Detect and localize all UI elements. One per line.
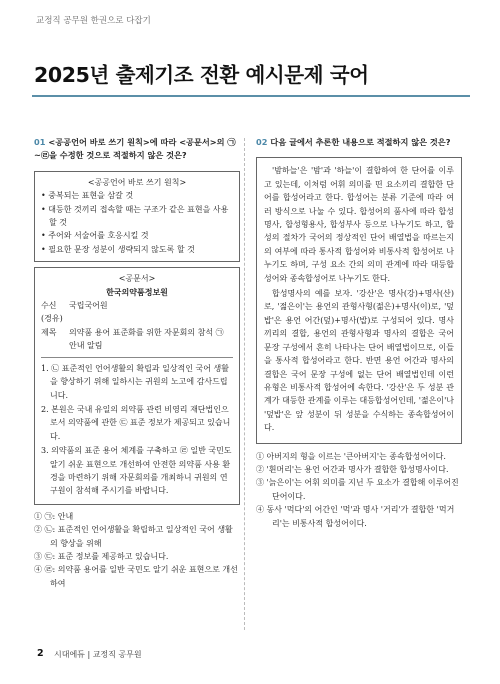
via-label: (경유) bbox=[41, 314, 63, 324]
principles-box bbox=[34, 171, 240, 262]
document-paragraph: 3. 의약품의 표준 용어 체계를 구축하고 ㉣ 일반 국민도 알기 쉬운 표현으로 개선하여 안전한 의약품 사용 환경을 마련하기 위해 자문회의를 개최하니 귀원의 연구원이 참석해 주시기를 바랍니다. bbox=[41, 446, 232, 496]
question-2-stem bbox=[256, 136, 462, 149]
answer-option[interactable]: ④ 동사 '먹다'의 어간인 '먹'과 명사 '거리'가 결합한 '먹거리'는 비통사적 합성어이다. bbox=[256, 505, 455, 528]
document-paragraph: 1. ㉡ 표준적인 언어생활의 확립과 일상적인 국어 생활을 향상하기 위해 일하시는 귀원의 노고에 감사드립니다. bbox=[41, 363, 229, 400]
document-via bbox=[41, 312, 233, 325]
question-2-options bbox=[256, 450, 462, 530]
answer-option[interactable]: ② ㉡: 표준적인 언어생활을 확립하고 일상적인 국어 생활의 향상을 위해 bbox=[34, 525, 233, 548]
page-number: 2 bbox=[37, 648, 44, 659]
answer-option[interactable]: ② '흰머리'는 용언 어간과 명사가 결합한 합성명사이다. bbox=[256, 464, 449, 474]
page-title: 2025년 출제기조 전환 예시문제 국어 bbox=[34, 63, 369, 87]
answer-option[interactable]: ① ㉠: 안내 bbox=[34, 511, 74, 521]
principle-item: • 중복되는 표현을 삼갈 것 bbox=[41, 191, 134, 201]
answer-option[interactable]: ① 아버지의 형을 이르는 '큰아버지'는 종속합성어이다. bbox=[256, 451, 446, 461]
recipient-value: 국립국어원 bbox=[69, 301, 108, 311]
principles-title: <공공언어 바로 쓰기 원칙> bbox=[87, 177, 187, 187]
question-1-options bbox=[34, 510, 240, 590]
document-recipient bbox=[41, 299, 233, 312]
title-rule bbox=[32, 95, 470, 97]
principle-item: • 주어와 서술어를 호응시킬 것 bbox=[41, 231, 149, 241]
column-divider bbox=[244, 138, 245, 630]
document-subject bbox=[41, 326, 233, 353]
document-separator bbox=[41, 357, 233, 358]
question-2-text: 다음 글에서 추론한 내용으로 적절하지 않은 것은? bbox=[270, 137, 451, 147]
document-title: <공문서> bbox=[118, 274, 156, 284]
answer-option[interactable]: ③ '늙은이'는 어휘 의미를 지닌 두 요소가 결합해 이루어진 단어이다. bbox=[256, 478, 459, 501]
passage-paragraph: '밤하늘'은 '밤'과 '하늘'이 결합하여 한 단어를 이루고 있는데, 이처럼 어휘 의미를 띤 요소끼리 결합한 단어를 합성어라고 한다. 합성어는 분류 기준에 따라 여러 방식으로 나눌 수 있다. 합성어의 품사에 따라 합성명사, 합성형용사, 합성부사 등으로 나누기도 하고, 합성의 절차가 국어의 정상적인 단어 배열법을 따르는지의 여부에 따라 통사적 합성어와 비통사적 합성어로 나누기도 하며, 구성 요소 간의 의미 관계에 따라 대등합성어와 종속합성어로 나누기도 한다. bbox=[264, 166, 454, 283]
recipient-label: 수신 bbox=[41, 301, 57, 311]
footer-publisher: 시대에듀 | 교정직 공무원 bbox=[54, 650, 142, 659]
running-header: 교정직 공무원 한권으로 다잡기 bbox=[36, 16, 151, 26]
subject-value: 의약품 용어 표준화를 위한 자문회의 참석 ㉠ 안내 알림 bbox=[69, 327, 224, 351]
question-1-stem bbox=[34, 136, 240, 163]
subject-label: 제목 bbox=[41, 327, 57, 337]
question-2 bbox=[256, 136, 462, 530]
question-1-text: <공공언어 바로 쓰기 원칙>에 따라 <공문서>의 ㉠ ~㉣을 수정한 것으로 적절하지 않은 것은? bbox=[34, 137, 236, 161]
question-2-number: 02 bbox=[256, 137, 268, 147]
question-1-number: 01 bbox=[34, 137, 46, 147]
document-paragraph: 2. 본원은 국내 유일의 의약품 관련 비영리 재단법인으로서 의약품에 관한 ㉢ 표준 정보가 제공되고 있습니다. bbox=[41, 404, 231, 441]
reading-passage bbox=[256, 157, 462, 443]
answer-option[interactable]: ④ ㉣: 의약품 용어를 일반 국민도 알기 쉬운 표현으로 개선하여 bbox=[34, 565, 238, 588]
official-document-box bbox=[34, 267, 240, 505]
principle-item: • 대등한 것끼리 접속할 때는 구조가 같은 표현을 사용할 것 bbox=[41, 204, 229, 228]
passage-paragraph: 합성명사의 예를 보자. '강산'은 명사(강)+명사(산)로, '젊은이'는 용언의 관형사형(젊은)+명사(이)로, '덮밥'은 용언 어간(덮)+명사(밥)로 구성되어 있다. 명사끼리의 결합, 용언의 관형사형과 명사의 결합은 국어 문장 구성에서 흔히 나타나는 단어 배열법이므로, 이들을 통사적 합성어라고 한다. 반면 용언 어간과 명사의 결합은 국어 문장 구성에 없는 단어 배열법인데 이런 유형은 비통사적 합성어에 속한다. '강산'은 두 성분 관계가 대등한 관계를 이루는 대등합성어인데, '젊은이'나 '덮밥'은 앞 성분이 뒤 성분을 수식하는 종속합성어이다. bbox=[264, 289, 454, 433]
answer-option[interactable]: ③ ㉢: 표준 정보를 제공하고 있습니다. bbox=[34, 551, 169, 561]
question-1 bbox=[34, 136, 240, 590]
document-organization: 한국의약품정보원 bbox=[106, 286, 168, 297]
principle-item: • 필요한 문장 성분이 생략되지 않도록 할 것 bbox=[41, 244, 195, 254]
